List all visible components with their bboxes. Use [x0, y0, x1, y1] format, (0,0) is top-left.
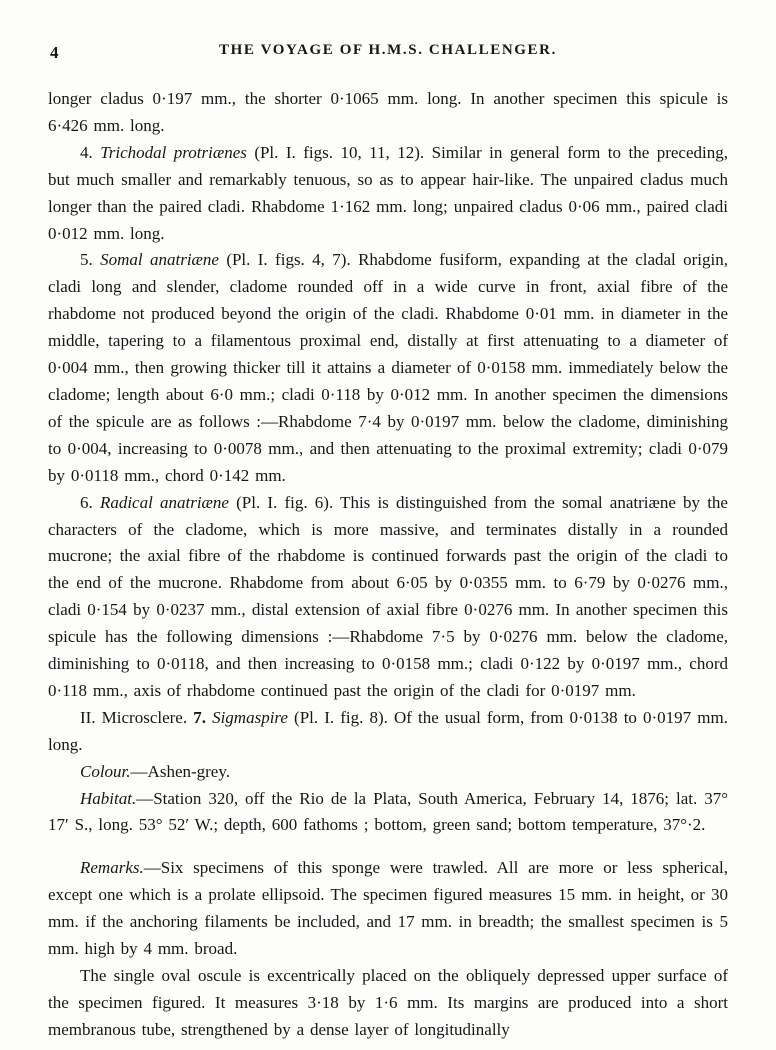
paragraph-text: (Pl. I. fig. 8). Of the usual form, from 0·0138 to 0·0197 mm. long. [48, 707, 728, 754]
page-number: 4 [50, 43, 59, 62]
species-name: Trichodal protriænes [100, 142, 247, 162]
item-number: 7. [193, 707, 213, 727]
paragraph-text: (Pl. I. fig. 6). This is distinguished from the somal anatriæne by the characters of the cladome, which is more massive, and terminates distally in a rounded mucrone; the axial fibre of the rhabdome is continued forwards past the origin of the cladi to the end of the mucrone. Rhabdome from about 6·05 by 0·0355 mm. to 6·79 by 0·0276 mm., cladi 0·154 by 0·0237 mm., distal extension of axial fibre 0·0276 mm. In another specimen this spicule has the following dimensions :—Rhabdome 7·5 by 0·0276 mm. below the cladome, diminishing to 0·0118, and then increasing to 0·0158 mm.; cladi 0·122 by 0·0197 mm., chord 0·118 mm., axis of rhabdome continued past the origin of the cladi for 0·0197 mm. [48, 492, 728, 700]
paragraph-habitat [48, 786, 728, 840]
paragraph-text: (Pl. I. figs. 10, 11, 12). Similar in general form to the preceding, but much smaller and remarkably tenuous, so as to appear hair-like. The unpaired cladus much longer than the paired cladi. Rhabdome 1·162 mm. long; unpaired cladus 0·06 mm., paired cladi 0·012 mm. long. [48, 142, 728, 243]
item-number: 4. [80, 142, 101, 162]
species-name: Sigmaspire [212, 707, 288, 727]
paragraph-text: (Pl. I. figs. 4, 7). Rhabdome fusiform, expanding at the cladal origin, cladi long and slender, cladome rounded off in a wide curve in front, axial fibre of the rhabdome not produced beyond the origin of the cladi. Rhabdome 0·01 mm. in diameter in the middle, tapering to a filamentous proximal end, distally at first attenuating to a diameter of 0·004 mm., then growing thicker till it attains a diameter of 0·0158 mm. immediately below the cladome; length about 6·0 mm.; cladi 0·118 by 0·012 mm. In another specimen the dimensions of the spicule are as follows :—Rhabdome 7·4 by 0·0197 mm. below the cladome, diminishing to 0·004, increasing to 0·0078 mm., and then attenuating to the proximal extremity; cladi 0·079 by 0·0118 mm., chord 0·142 mm. [48, 250, 729, 485]
paragraph-colour [48, 759, 728, 786]
paragraph-trichodal-protriaenes [48, 140, 728, 248]
paragraph-text: —Station 320, off the Rio de la Plata, South America, February 14, 1876; lat. 37° 17′ S., long. 53° 52′ W.; depth, 600 fathoms ; bottom, green sand; bottom temperature, 37°·2. [48, 788, 728, 835]
paragraph-text: longer cladus 0·197 mm., the shorter 0·1065 mm. long. In another specimen this spicule is 6·426 mm. long. [48, 89, 728, 135]
section-label: II. Microsclere. [80, 707, 194, 727]
paragraph-text: —Ashen-grey. [130, 761, 230, 781]
running-header-title: THE VOYAGE OF H.M.S. CHALLENGER. [219, 42, 557, 58]
field-label: Remarks. [80, 858, 144, 878]
field-label: Habitat. [80, 788, 137, 808]
paragraph-oscule [48, 963, 728, 1044]
paragraph-text: —Six specimens of this sponge were trawled. All are more or less spherical, except one which is a prolate ellipsoid. The specimen figured measures 15 mm. in height, or 30 mm. if the anchoring filaments be included, and 17 mm. in breadth; the smallest specimen is 5 mm. high by 4 mm. broad. [48, 858, 728, 959]
paragraph-somal-anatriaene [48, 247, 728, 489]
paragraph-text: The single oval oscule is excentrically placed on the obliquely depressed upper surface of the specimen figured. It measures 3·18 by 1·6 mm. Its margins are produced into a short membranous tube, strengthened by a dense layer of longitudinally [48, 966, 728, 1039]
paragraph-remarks [48, 855, 728, 963]
item-number: 5. [80, 250, 101, 270]
species-name: Somal anatriæne [100, 250, 219, 270]
running-header [48, 42, 728, 66]
paragraph-microsclere-sigmaspire [48, 705, 728, 759]
field-label: Colour. [80, 761, 131, 781]
item-number: 6. [80, 492, 100, 512]
species-name: Radical anatriæne [99, 492, 229, 512]
page-body [48, 86, 728, 1044]
paragraph-continuation [48, 86, 728, 140]
paragraph-radical-anatriaene [48, 490, 728, 705]
